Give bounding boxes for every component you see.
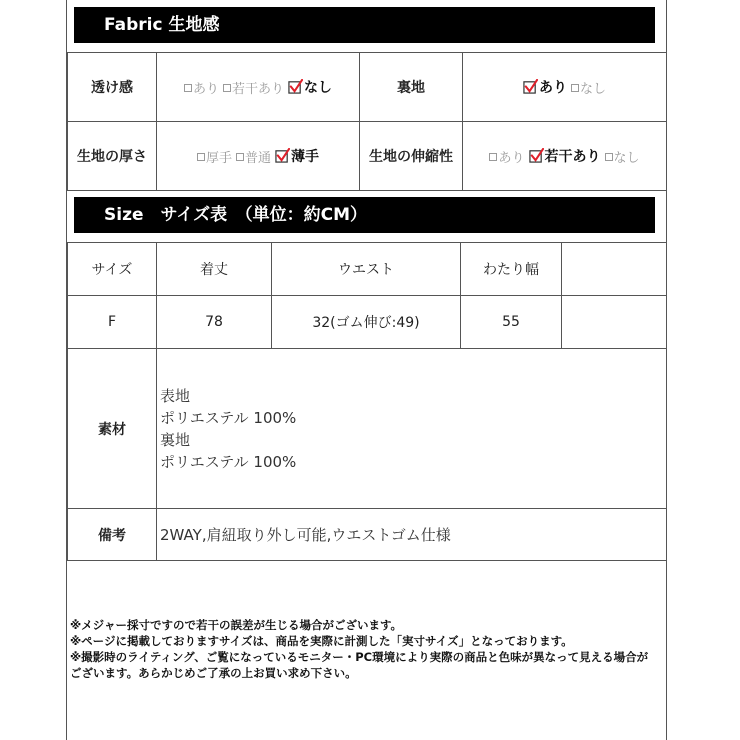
option-item — [523, 77, 567, 97]
size-value-row — [68, 296, 667, 349]
checked-box-icon — [288, 79, 303, 94]
option-item — [184, 78, 219, 97]
material-line: 表地 — [160, 386, 191, 405]
fabric-label-sheerness: 透け感 — [68, 53, 157, 122]
material-value — [157, 349, 667, 509]
option-item — [571, 78, 606, 97]
remarks-value: 2WAY,肩紐取り外し可能,ウエストゴム仕様 — [157, 509, 667, 561]
note-line: ※ページに掲載しておりますサイズは、商品を実際に計測した「実寸サイズ」となっております。 — [70, 634, 573, 648]
fabric-table — [67, 52, 667, 191]
option-label: 厚手 — [205, 150, 232, 166]
material-line: ポリエステル 100% — [160, 452, 297, 471]
size-section-header: Size サイズ表 （単位：約CM） — [74, 197, 655, 233]
option-item — [197, 147, 232, 166]
option-item — [236, 147, 271, 166]
checked-box-icon — [523, 79, 538, 94]
option-label: なし — [613, 150, 640, 166]
empty-box-icon — [605, 153, 613, 161]
option-item — [288, 77, 332, 97]
value-length: 78 — [157, 296, 272, 349]
option-label: 若干あり — [544, 149, 601, 165]
fabric-label-lining: 裏地 — [360, 53, 463, 122]
empty-box-icon — [571, 84, 579, 92]
checked-box-icon — [529, 148, 544, 163]
note-line: ございます。あらかじめご了承の上お買い求め下さい。 — [70, 666, 357, 680]
option-label: 若干あり — [232, 81, 285, 97]
value-waist: 32(ゴム伸び:49) — [272, 296, 461, 349]
value-thigh-width: 55 — [461, 296, 562, 349]
material-line: ポリエステル 100% — [160, 408, 297, 427]
header-thigh-width: わたり幅 — [461, 243, 562, 296]
header-size: サイズ — [68, 243, 157, 296]
notes — [70, 617, 666, 681]
header-length: 着丈 — [157, 243, 272, 296]
fabric-options-stretch — [463, 122, 667, 191]
option-label: なし — [304, 80, 333, 96]
fabric-label-stretch: 生地の伸縮性 — [360, 122, 463, 191]
empty-box-icon — [489, 153, 497, 161]
material-label: 素材 — [68, 349, 157, 509]
fabric-row — [68, 122, 667, 191]
option-label: あり — [538, 80, 567, 96]
option-label: 薄手 — [291, 149, 320, 165]
option-label: 普通 — [245, 150, 272, 166]
empty-box-icon — [236, 153, 244, 161]
fabric-options-thickness — [157, 122, 360, 191]
note-line: ※撮影時のライティング、ご覧になっているモニター・PC環境により実際の商品と色味が異なって見える場合が — [70, 650, 649, 664]
remarks-label: 備考 — [68, 509, 157, 561]
option-item — [223, 78, 284, 97]
checked-box-icon — [275, 148, 290, 163]
material-line: 裏地 — [160, 430, 191, 449]
option-item — [529, 146, 601, 166]
size-table — [67, 242, 667, 561]
option-label: あり — [192, 81, 219, 97]
fabric-row — [68, 53, 667, 122]
value-empty — [562, 296, 667, 349]
empty-box-icon — [184, 84, 192, 92]
header-waist: ウエスト — [272, 243, 461, 296]
note-line: ※メジャー採寸ですので若干の誤差が生じる場合がございます。 — [70, 618, 403, 632]
fabric-options-sheerness — [157, 53, 360, 122]
fabric-label-thickness: 生地の厚さ — [68, 122, 157, 191]
fabric-section-header: Fabric 生地感 — [74, 7, 655, 43]
size-header-row — [68, 243, 667, 296]
material-row — [68, 349, 667, 509]
empty-box-icon — [197, 153, 205, 161]
option-item — [489, 147, 524, 166]
remarks-row — [68, 509, 667, 561]
header-empty — [562, 243, 667, 296]
empty-box-icon — [223, 84, 231, 92]
value-size: F — [68, 296, 157, 349]
option-label: あり — [498, 150, 525, 166]
option-label: なし — [579, 81, 606, 97]
option-item — [605, 147, 640, 166]
option-item — [275, 146, 319, 166]
fabric-options-lining — [463, 53, 667, 122]
